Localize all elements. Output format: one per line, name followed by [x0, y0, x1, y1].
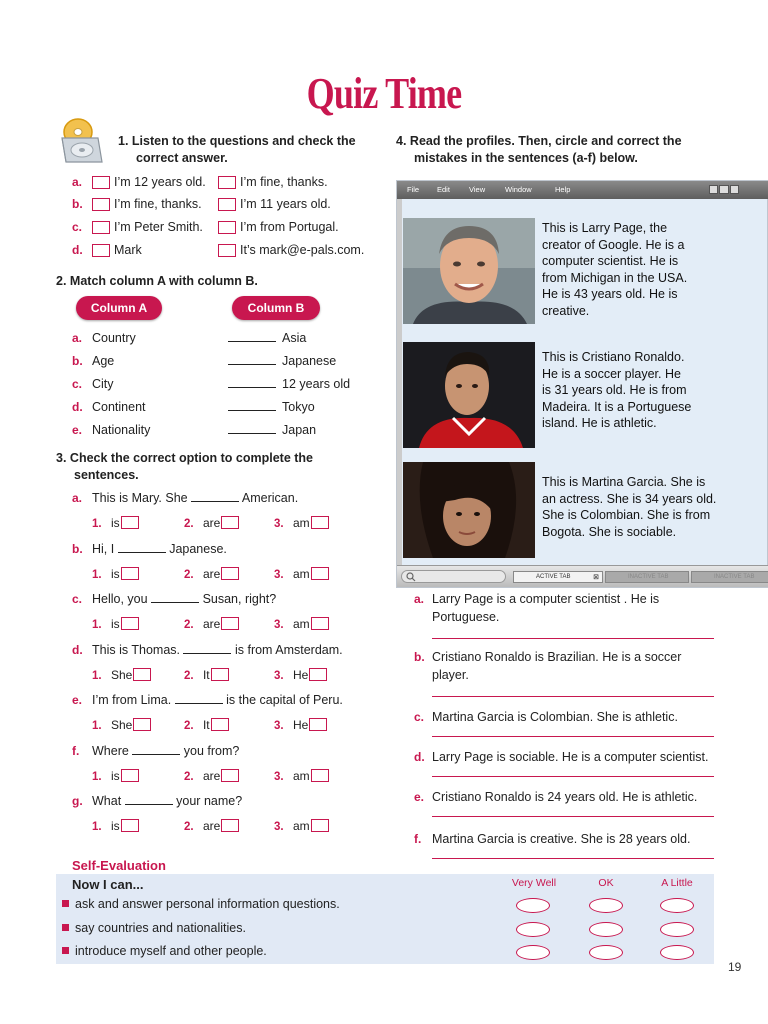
option-number: 3.	[274, 821, 284, 833]
option-number: 3.	[274, 770, 284, 783]
option-text: is	[110, 768, 120, 783]
sentence-line: Martina Garcia is Colombian. She is athletic.	[432, 710, 678, 724]
self-evaluation-panel	[56, 874, 714, 964]
window-tabbar	[397, 565, 768, 587]
sentence-after: Japanese.	[169, 541, 227, 556]
option	[92, 819, 139, 833]
item-letter: c.	[72, 377, 83, 391]
item-letter: e.	[414, 790, 425, 804]
column-b-item: Tokyo	[282, 400, 315, 414]
minimize-icon[interactable]	[709, 185, 718, 194]
answer-checkbox[interactable]	[211, 718, 229, 731]
profile-line: He is a soccer player. He	[542, 366, 681, 381]
answer-checkbox[interactable]	[211, 668, 229, 681]
menu-window[interactable]: Window	[505, 185, 532, 194]
item-letter: d.	[72, 642, 83, 657]
answer-blank[interactable]	[228, 376, 276, 388]
option-text: I’m 12 years old.	[114, 175, 206, 189]
rating-very-well-oval[interactable]	[516, 898, 550, 913]
answer-checkbox[interactable]	[92, 221, 110, 234]
sentence-before: Where	[92, 743, 129, 758]
menu-edit[interactable]: Edit	[437, 185, 450, 194]
sentence-before: This is Mary. She	[92, 491, 188, 505]
answer-checkbox[interactable]	[311, 769, 329, 782]
self-eval-item	[62, 897, 340, 911]
option	[184, 769, 239, 783]
option-number: 2.	[184, 669, 194, 682]
answer-checkbox[interactable]	[221, 617, 239, 630]
answer-line[interactable]	[432, 736, 714, 737]
profile-line: an actress. She is 34 years old.	[542, 491, 717, 506]
column-a-little: A Little	[661, 877, 693, 889]
option-text: I’m from Portugal.	[240, 220, 339, 234]
rating-ok-oval[interactable]	[589, 945, 623, 960]
column-ok: OK	[598, 877, 614, 889]
answer-checkbox[interactable]	[218, 221, 236, 234]
option-number: 1.	[92, 518, 102, 530]
option-text: are	[202, 617, 221, 631]
q1-instruction	[118, 133, 388, 167]
option-number: 3.	[274, 669, 284, 682]
answer-checkbox[interactable]	[311, 516, 329, 529]
item-letter: b.	[72, 354, 83, 368]
listening-cd-icon	[58, 116, 104, 166]
option-text: I’m fine, thanks.	[114, 197, 202, 211]
cristiano-ronaldo-photo	[403, 342, 535, 448]
rating-a-little-oval[interactable]	[660, 945, 694, 960]
option	[274, 819, 329, 833]
option-text: It	[202, 718, 210, 732]
column-b-item: Asia	[282, 331, 307, 345]
martina-garcia-profile	[542, 474, 767, 540]
cristiano-ronaldo-profile	[542, 349, 762, 432]
answer-checkbox[interactable]	[311, 819, 329, 832]
answer-line[interactable]	[432, 776, 714, 777]
option-text: am	[292, 566, 310, 581]
answer-checkbox[interactable]	[133, 718, 151, 731]
item-letter: d.	[414, 750, 425, 764]
item-letter: a.	[72, 175, 83, 189]
answer-checkbox[interactable]	[121, 567, 139, 580]
column-a-item: Nationality	[92, 423, 151, 437]
option-number: 2.	[184, 770, 194, 783]
sentence-line: player.	[432, 668, 469, 682]
sentence-after: is from Amsterdam.	[234, 642, 343, 657]
profile-line: This is Cristiano Ronaldo.	[542, 350, 685, 364]
option	[92, 567, 139, 581]
q3-number: 3.	[56, 451, 67, 465]
answer-blank[interactable]	[228, 422, 276, 434]
option	[184, 617, 239, 631]
option	[92, 769, 139, 783]
answer-blank[interactable]	[228, 353, 276, 365]
self-eval-text: say countries and nationalities.	[75, 921, 246, 935]
option-number: 2.	[184, 568, 194, 581]
sentence-line: Cristiano Ronaldo is Brazilian. He is a soccer	[432, 650, 682, 664]
option-text: It	[202, 667, 210, 682]
profile-line: island. He is athletic.	[542, 416, 657, 431]
answer-checkbox[interactable]	[218, 244, 236, 257]
q3-options	[92, 567, 352, 583]
self-eval-text: ask and answer personal information questions.	[75, 897, 340, 911]
answer-checkbox[interactable]	[92, 176, 110, 189]
self-eval-item	[62, 921, 246, 935]
q3-options	[92, 516, 352, 532]
column-b-item: Japanese	[282, 354, 337, 368]
tab-active[interactable]	[513, 571, 603, 583]
rating-a-little-oval[interactable]	[660, 922, 694, 937]
item-letter: b.	[72, 541, 83, 556]
q3-list	[72, 490, 372, 840]
answer-checkbox[interactable]	[218, 198, 236, 211]
option-text: is	[110, 516, 120, 530]
option-text: He	[292, 667, 309, 682]
option-number: 3.	[274, 720, 284, 732]
option-number: 1.	[92, 720, 102, 732]
column-b-item: 12 years old	[282, 377, 351, 391]
item-letter: e.	[72, 693, 83, 707]
option	[184, 819, 239, 833]
item-letter: d.	[72, 400, 83, 414]
rating-a-little-oval[interactable]	[660, 898, 694, 913]
profile-line: is 31 years old. He is from	[542, 383, 687, 398]
item-letter: a.	[72, 491, 83, 505]
option-number: 2.	[184, 720, 194, 732]
option-number: 1.	[92, 821, 102, 833]
q2-number: 2.	[56, 274, 67, 288]
option-number: 3.	[274, 619, 284, 631]
item-letter: e.	[72, 423, 83, 437]
column-a-item: Age	[92, 354, 115, 368]
column-a-item: Country	[92, 331, 136, 345]
answer-checkbox[interactable]	[92, 198, 110, 211]
tab-label: INACTIVE TAB	[628, 574, 669, 580]
option-text: are	[202, 516, 221, 530]
q4-number: 4.	[396, 134, 407, 148]
option	[184, 567, 239, 581]
answer-blank	[183, 642, 231, 654]
answer-checkbox[interactable]	[311, 617, 329, 630]
q1-number: 1.	[118, 134, 129, 148]
answer-checkbox[interactable]	[92, 244, 110, 257]
option	[92, 617, 139, 631]
q3-options	[92, 819, 352, 835]
answer-checkbox[interactable]	[121, 819, 139, 832]
answer-checkbox[interactable]	[218, 176, 236, 189]
item-letter: d.	[72, 243, 83, 257]
self-evaluation-title: Self-Evaluation	[72, 858, 166, 873]
sentence-after: Susan, right?	[202, 592, 277, 606]
option	[92, 516, 139, 530]
column-a-header: Column A	[76, 296, 162, 320]
item-letter: b.	[72, 197, 83, 211]
answer-blank	[151, 591, 199, 603]
option	[184, 516, 239, 530]
answer-line[interactable]	[432, 816, 714, 817]
option-number: 1.	[92, 568, 102, 581]
column-a-item: City	[92, 377, 114, 391]
self-eval-item	[62, 944, 267, 958]
option-text: am	[292, 617, 310, 631]
profile-line: creator of Google. He is a	[542, 237, 685, 252]
option-number: 1.	[92, 619, 102, 631]
option-text: am	[292, 819, 310, 833]
answer-blank	[191, 490, 239, 502]
q4-instruction-line2: mistakes in the sentences (a-f) below.	[414, 151, 638, 165]
answer-checkbox[interactable]	[121, 769, 139, 782]
window-left-edge	[397, 199, 402, 565]
option-text: Mark	[114, 243, 142, 257]
answer-checkbox[interactable]	[121, 617, 139, 630]
menu-help[interactable]: Help	[555, 185, 571, 194]
sentence-after: is the capital of Peru.	[226, 693, 343, 707]
q2-match-table	[72, 330, 372, 440]
answer-line[interactable]	[432, 858, 714, 859]
option-text: It’s mark@e-pals.com.	[240, 243, 365, 257]
answer-blank	[118, 541, 166, 553]
answer-blank	[125, 793, 173, 805]
option-text: I’m Peter Smith.	[114, 220, 203, 234]
tab-label: INACTIVE TAB	[714, 574, 755, 580]
q3-instruction-line1: Check the correct option to complete the	[69, 451, 314, 465]
answer-checkbox[interactable]	[221, 769, 239, 782]
answer-blank	[175, 692, 223, 704]
profile-line: This is Martina Garcia. She is	[542, 475, 706, 489]
bullet-icon	[62, 947, 69, 954]
search-icon	[406, 572, 416, 582]
self-eval-text: introduce myself and other people.	[75, 944, 267, 958]
column-b-header: Column B	[232, 296, 320, 320]
option-text: are	[202, 819, 221, 833]
sentence-before: I’m from Lima.	[92, 693, 172, 707]
q3-options	[92, 617, 352, 633]
item-letter: f.	[72, 743, 80, 758]
rating-very-well-oval[interactable]	[516, 922, 550, 937]
option-text: am	[292, 516, 310, 530]
q3-instruction	[56, 450, 356, 484]
q1-instruction-line2: correct answer.	[136, 151, 228, 165]
answer-checkbox[interactable]	[221, 516, 239, 529]
tab-label: ACTIVE TAB	[536, 574, 571, 580]
option	[184, 718, 229, 732]
sentence-line: Larry Page is sociable. He is a computer scientist.	[432, 750, 709, 764]
answer-checkbox[interactable]	[221, 819, 239, 832]
sentence-after: your name?	[176, 794, 243, 808]
answer-checkbox[interactable]	[133, 668, 151, 681]
answer-checkbox[interactable]	[309, 668, 327, 681]
option	[274, 516, 329, 530]
option	[274, 668, 327, 682]
answer-checkbox[interactable]	[221, 567, 239, 580]
martina-garcia-photo	[403, 462, 535, 558]
column-b-item: Japan	[282, 423, 317, 437]
sentence-line: Cristiano Ronaldo is 24 years old. He is athletic.	[432, 790, 698, 804]
option	[92, 718, 151, 732]
option-number: 2.	[184, 518, 194, 530]
answer-checkbox[interactable]	[309, 718, 327, 731]
larry-page-photo	[403, 218, 535, 324]
sentence-after: American.	[241, 491, 299, 505]
profile-line: from Michigan in the USA.	[542, 270, 688, 285]
q3-options	[92, 668, 352, 684]
q4-instruction	[396, 133, 766, 167]
answer-blank	[132, 743, 180, 755]
sentence-line: Larry Page is a computer scientist . He is	[432, 592, 660, 606]
answer-blank[interactable]	[228, 399, 276, 411]
tab-inactive[interactable]	[691, 571, 768, 583]
menu-view[interactable]: View	[469, 185, 486, 194]
sentence-before: Hello, you	[92, 592, 148, 606]
profile-line: This is Larry Page, the	[542, 221, 668, 235]
item-letter: g.	[72, 794, 83, 808]
item-letter: b.	[414, 650, 425, 664]
sentence-before: What	[92, 794, 122, 808]
item-letter: c.	[72, 592, 83, 606]
sentence-before: This is Thomas.	[92, 642, 180, 657]
profile-line: Bogota. She is sociable.	[542, 524, 677, 539]
profile-line: Madeira. It is a Portuguese	[542, 399, 692, 414]
q3-options	[92, 718, 352, 734]
option-number: 1.	[92, 770, 102, 783]
item-letter: a.	[414, 592, 425, 606]
option	[274, 567, 329, 581]
option-number: 2.	[184, 821, 194, 833]
sentence-after: you from?	[183, 743, 240, 758]
q3-instruction-line2: sentences.	[74, 468, 139, 482]
close-icon[interactable]	[730, 185, 739, 194]
bullet-icon	[62, 924, 69, 931]
item-letter: f.	[414, 832, 422, 846]
self-evaluation-heading: Now I can...	[72, 877, 144, 892]
option	[274, 718, 327, 732]
option-text: is	[110, 617, 120, 631]
menu-file[interactable]: File	[407, 185, 420, 194]
option-text: am	[292, 768, 310, 783]
column-a-item: Continent	[92, 400, 146, 414]
option-number: 1.	[92, 669, 102, 682]
q3-options	[92, 769, 352, 785]
close-tab-icon[interactable]: ⊠	[593, 574, 599, 581]
larry-page-profile	[542, 220, 762, 320]
q1-instruction-line1: Listen to the questions and check the	[131, 134, 356, 148]
option-number: 3.	[274, 518, 284, 530]
rating-ok-oval[interactable]	[589, 922, 623, 937]
item-letter: c.	[414, 710, 425, 724]
q2-instruction-text: Match column A with column B.	[69, 274, 258, 288]
option	[274, 617, 329, 631]
sentence-before: Hi, I	[92, 541, 115, 556]
answer-line[interactable]	[432, 638, 714, 639]
maximize-icon[interactable]	[719, 185, 728, 194]
sentence-line: Portuguese.	[432, 610, 500, 624]
option	[184, 668, 229, 682]
q4-instruction-line1: Read the profiles. Then, circle and correct the	[409, 134, 682, 148]
option-number: 2.	[184, 619, 194, 631]
browser-window	[396, 180, 768, 588]
profile-line: creative.	[542, 303, 590, 318]
rating-ok-oval[interactable]	[589, 898, 623, 913]
option-text: are	[202, 768, 221, 783]
bullet-icon	[62, 900, 69, 907]
option-text: She	[110, 667, 133, 682]
option-number: 3.	[274, 568, 284, 581]
sentence-line: Martina Garcia is creative. She is 28 years old.	[432, 832, 691, 846]
option-text: is	[110, 819, 120, 833]
option-text: are	[202, 566, 221, 581]
window-menubar	[397, 181, 768, 199]
option-text: I’m fine, thanks.	[240, 175, 328, 189]
option-text: He	[292, 718, 309, 732]
option-text: is	[110, 566, 120, 581]
column-very-well: Very Well	[511, 877, 557, 889]
item-letter: a.	[72, 331, 83, 345]
option	[92, 668, 151, 682]
page-title: Quiz Time	[306, 69, 462, 118]
option	[274, 769, 329, 783]
option-text: I’m 11 years old.	[240, 197, 331, 211]
profile-line: She is Colombian. She is from	[542, 508, 711, 523]
search-input[interactable]	[401, 570, 506, 583]
window-controls	[709, 185, 739, 195]
profile-line: computer scientist. He is	[542, 254, 679, 269]
profile-line: He is 43 years old. He is	[542, 287, 678, 302]
q4-sentence-list	[414, 590, 714, 860]
answer-blank[interactable]	[228, 330, 276, 342]
page-number: 19	[728, 960, 742, 974]
item-letter: c.	[72, 220, 83, 234]
rating-very-well-oval[interactable]	[516, 945, 550, 960]
answer-line[interactable]	[432, 696, 714, 697]
answer-checkbox[interactable]	[121, 516, 139, 529]
q2-instruction	[56, 273, 258, 290]
option-text: She	[110, 718, 133, 732]
answer-checkbox[interactable]	[311, 567, 329, 580]
tab-inactive[interactable]	[605, 571, 689, 583]
